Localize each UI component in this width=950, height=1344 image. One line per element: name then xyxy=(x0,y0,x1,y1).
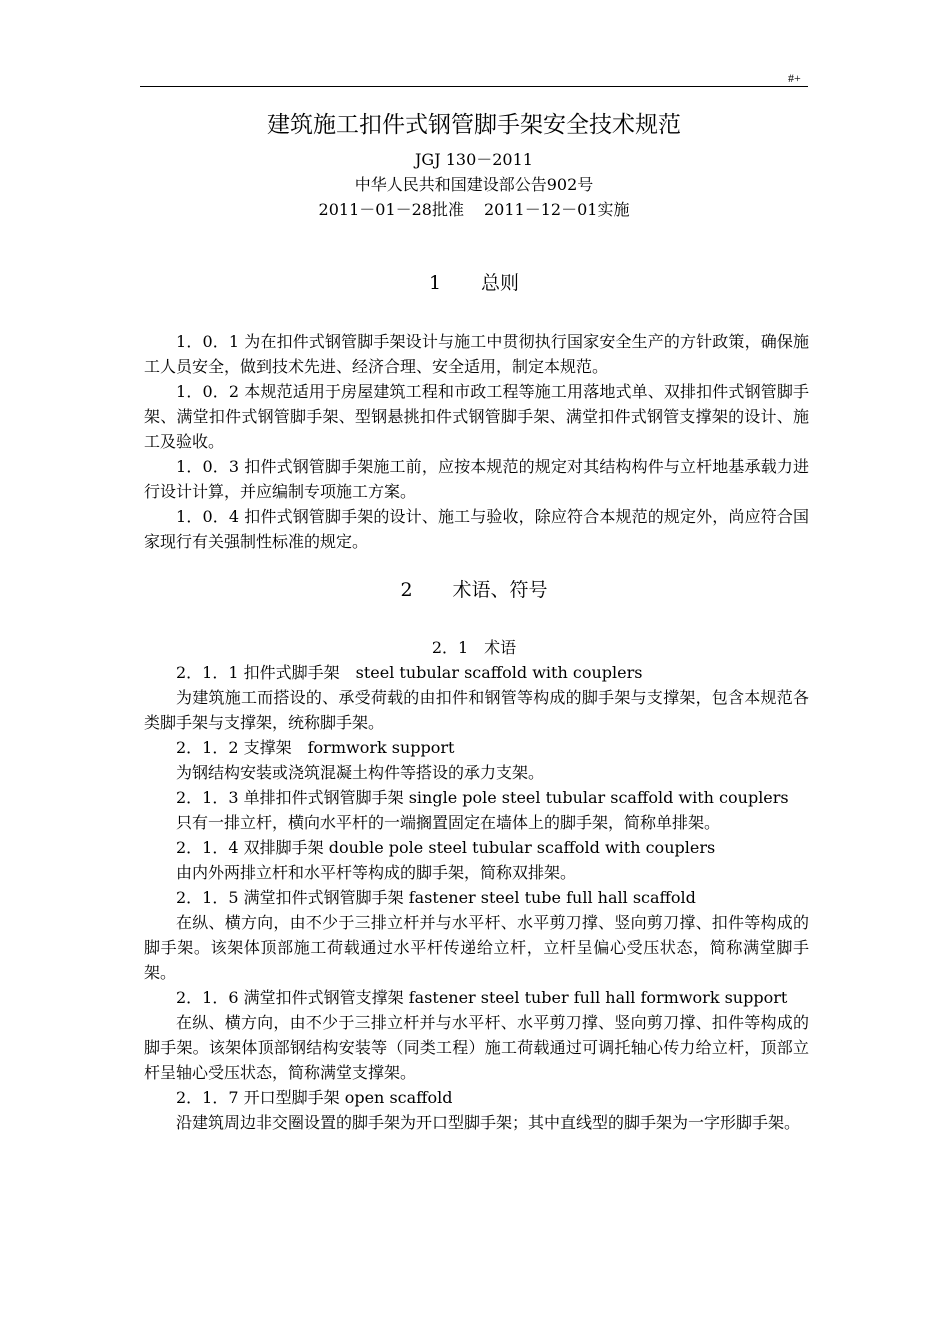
term-heading: 2．1．7 开口型脚手架 open scaffold xyxy=(176,1088,453,1107)
term-definition: 为建筑施工而搭设的、承受荷载的由扣件和钢管等构成的脚手架与支撑架，包含本规范各类脚手架与支撑架，统称脚手架。 xyxy=(144,688,809,732)
chapter-1-body xyxy=(144,329,809,554)
term-heading: 2．1．3 单排扣件式钢管脚手架 single pole steel tubular scaffold with couplers xyxy=(176,788,789,807)
term-definition: 只有一排立杆，横向水平杆的一端搁置固定在墙体上的脚手架，简称单排架。 xyxy=(176,813,721,832)
term-heading: 2．1．1 扣件式脚手架 steel tubular scaffold with couplers xyxy=(176,663,643,682)
term-definition: 为钢结构安装或浇筑混凝土构件等搭设的承力支架。 xyxy=(176,763,545,782)
approval-date: 2011－01－28批准 xyxy=(318,200,464,219)
page-mark: #+ xyxy=(788,71,801,85)
date-line xyxy=(140,197,808,223)
chapter-2-heading xyxy=(140,575,808,605)
term-heading: 2．1．4 双排脚手架 double pole steel tubular scaffold with couplers xyxy=(176,838,716,857)
chapter-number: 2 xyxy=(400,579,413,601)
section-heading: 2．1 术语 xyxy=(431,638,517,657)
clause: 1．0．1 为在扣件式钢管脚手架设计与施工中贯彻执行国家安全生产的方针政策，确保施工人员安全，做到技术先进、经济合理、安全适用，制定本规范。 xyxy=(144,332,809,376)
term-heading: 2．1．6 满堂扣件式钢管支撑架 fastener steel tuber full hall formwork support xyxy=(176,988,788,1007)
term-heading: 2．1．2 支撑架 formwork support xyxy=(176,738,455,757)
term-definition: 沿建筑周边非交圈设置的脚手架为开口型脚手架；其中直线型的脚手架为一字形脚手架。 xyxy=(176,1113,801,1132)
document-title: 建筑施工扣件式钢管脚手架安全技术规范 xyxy=(267,112,681,138)
chapter-2-body xyxy=(144,660,809,1135)
effective-date: 2011－12－01实施 xyxy=(484,200,630,219)
term-heading: 2．1．5 满堂扣件式钢管脚手架 fastener steel tube full hall scaffold xyxy=(176,888,696,907)
announcement-line: 中华人民共和国建设部公告902号 xyxy=(354,175,594,194)
clause: 1．0．4 扣件式钢管脚手架的设计、施工与验收，除应符合本规范的规定外，尚应符合国家现行有关强制性标准的规定。 xyxy=(144,507,809,551)
term-definition: 在纵、横方向，由不少于三排立杆并与水平杆、水平剪刀撑、竖向剪刀撑、扣件等构成的脚手架。该架体顶部钢结构安装等（同类工程）施工荷载通过可调托轴心传力给立杆，顶部立杆呈轴心受压状态，简称满堂支撑架。 xyxy=(144,1013,809,1082)
header-rule xyxy=(140,86,808,87)
chapter-title: 总则 xyxy=(481,272,520,294)
clause: 1．0．2 本规范适用于房屋建筑工程和市政工程等施工用落地式单、双排扣件式钢管脚手架、满堂扣件式钢管脚手架、型钢悬挑扣件式钢管脚手架、满堂扣件式钢管支撑架的设计、施工及验收。 xyxy=(144,382,809,451)
standard-code: JGJ 130－2011 xyxy=(415,150,533,169)
term-definition: 在纵、横方向，由不少于三排立杆并与水平杆、水平剪刀撑、竖向剪刀撑、扣件等构成的脚手架。该架体顶部施工荷载通过水平杆传递给立杆，立杆呈偏心受压状态，简称满堂脚手架。 xyxy=(144,913,809,982)
chapter-number: 1 xyxy=(428,272,442,294)
term-definition: 由内外两排立杆和水平杆等构成的脚手架，简称双排架。 xyxy=(176,863,577,882)
clause: 1．0．3 扣件式钢管脚手架施工前，应按本规范的规定对其结构构件与立杆地基承载力进行设计计算，并应编制专项施工方案。 xyxy=(144,457,809,501)
chapter-title: 术语、符号 xyxy=(452,579,548,601)
chapter-1-heading xyxy=(140,268,808,298)
